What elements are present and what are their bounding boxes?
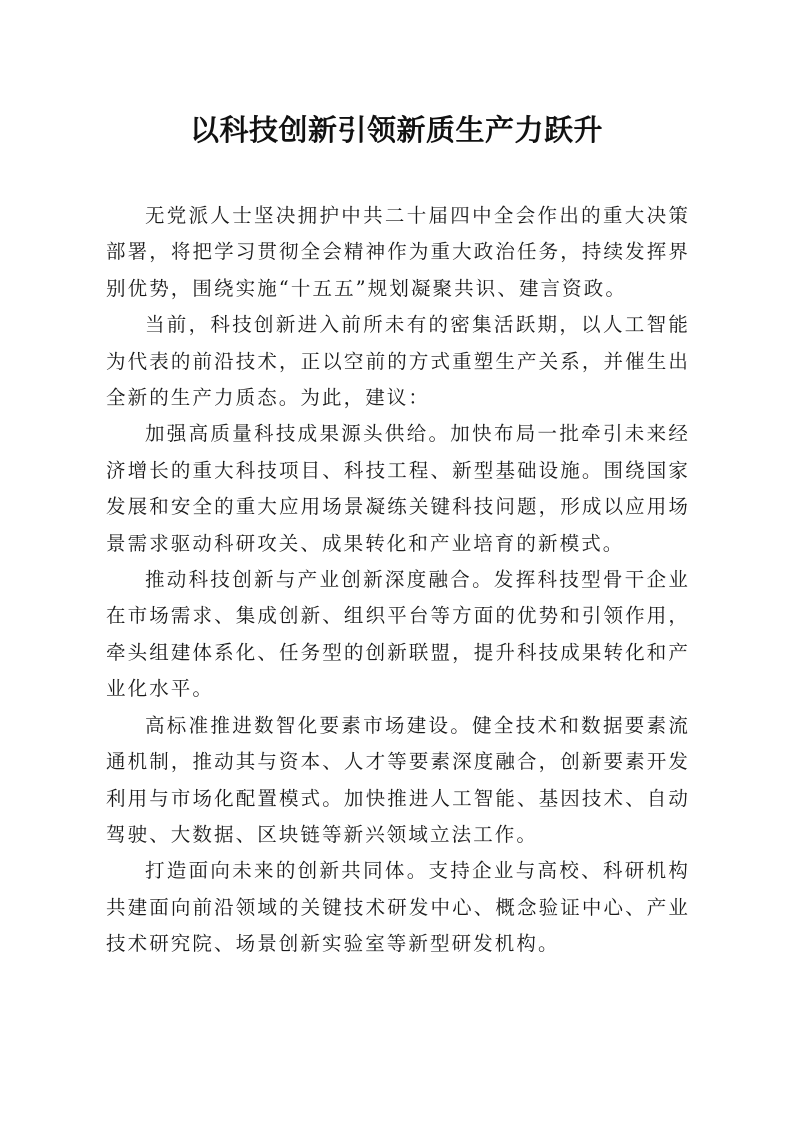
paragraph-suggestion-1: 加强高质量科技成果源头供给。加快布局一批牵引未来经济增长的重大科技项目、科技工程、新型基础设施。围绕国家发展和安全的重大应用场景凝练关键科技问题，形成以应用场景需求驱动科研攻关、成果转化和产业培育的新模式。 [106,422,690,555]
document-body [106,198,690,963]
paragraph-suggestion-3: 高标准推进数智化要素市场建设。健全技术和数据要素流通机制，推动其与资本、人才等要素深度融合，创新要素开发利用与市场化配置模式。加快推进人工智能、基因技术、自动驾驶、大数据、区块链等新兴领域立法工作。 [106,713,690,846]
paragraph-context: 当前，科技创新进入前所未有的密集活跃期，以人工智能为代表的前沿技术，正以空前的方式重塑生产关系，并催生出全新的生产力质态。为此，建议： [106,313,690,410]
document-title: 以科技创新引领新质生产力跃升 [189,113,603,147]
paragraph-suggestion-2: 推动科技创新与产业创新深度融合。发挥科技型骨干企业在市场需求、集成创新、组织平台等方面的优势和引领作用，牵头组建体系化、任务型的创新联盟，提升科技成果转化和产业化水平。 [106,568,690,701]
paragraph-suggestion-4: 打造面向未来的创新共同体。支持企业与高校、科研机构共建面向前沿领域的关键技术研发中心、概念验证中心、产业技术研究院、场景创新实验室等新型研发机构。 [106,859,690,956]
paragraph-intro: 无党派人士坚决拥护中共二十届四中全会作出的重大决策部署，将把学习贯彻全会精神作为重大政治任务，持续发挥界别优势，围绕实施“十五五”规划凝聚共识、建言资政。 [106,204,690,300]
